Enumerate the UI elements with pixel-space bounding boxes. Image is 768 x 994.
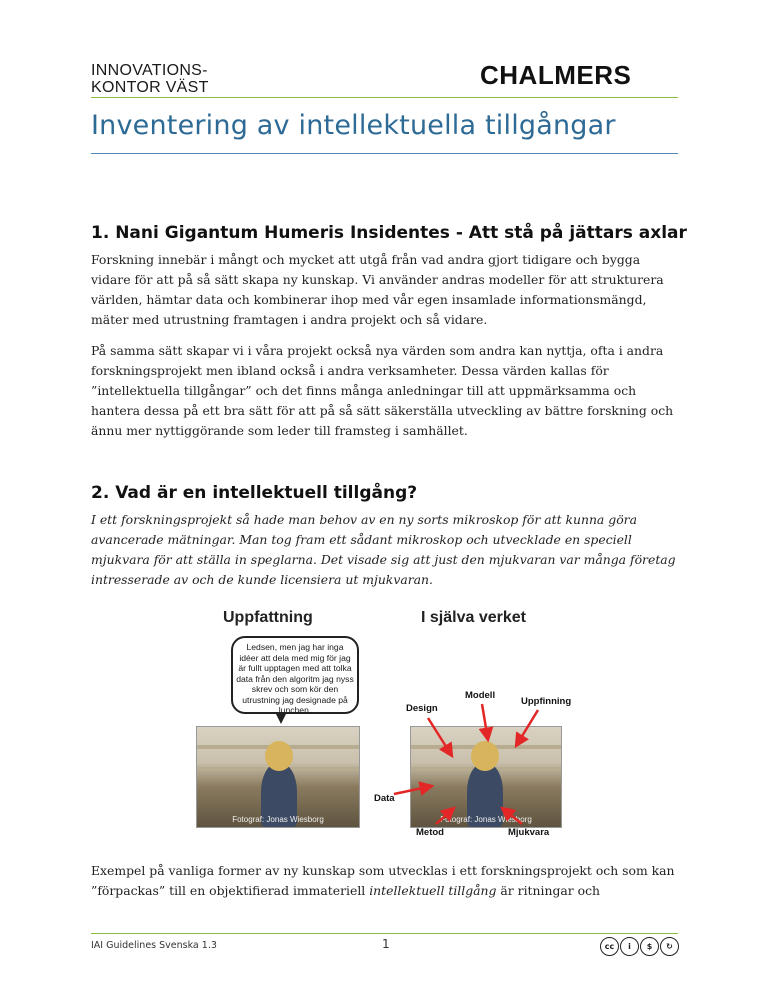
header-divider bbox=[91, 97, 678, 98]
chalmers-logo: CHALMERS bbox=[480, 60, 632, 90]
arrow-data bbox=[394, 786, 432, 794]
speech-bubble: Ledsen, men jag har inga idéer att dela med mig för jag är fullt upptagen med att tolka data från den algoritm jag nyss skrev och som kör den utrustning jag designade på lunchen. bbox=[231, 636, 359, 714]
by-icon: i bbox=[620, 937, 639, 956]
creative-commons-badge bbox=[600, 937, 679, 956]
document-title: Inventering av intellektuella tillgångar bbox=[91, 110, 616, 141]
title-divider bbox=[91, 153, 678, 154]
footer-document-id: IAI Guidelines Svenska 1.3 bbox=[91, 940, 217, 951]
section-1-paragraph-2: På samma sätt skapar vi i våra projekt också nya värden som andra kan nyttja, ofta i andra forskningsprojekt men ibland också i andra verksamheter. Dessa värden kallas för ”intellektuella tillgångar” och det finns många anledningar till att uppmärksamma och hantera dessa på ett bra sätt för att på så sätt säkerställa utveckling av bättre forskning och ännu mer nyttiggörande som leder till framsteg i samhället. bbox=[91, 343, 674, 438]
photo-credit-left: Fotograf: Jonas Wiesborg bbox=[232, 815, 324, 824]
logo-line-2: KONTOR VÄST bbox=[91, 79, 209, 96]
label-data: Data bbox=[374, 793, 395, 804]
figure-heading-reality: I själva verket bbox=[421, 609, 526, 626]
figure-heading-perception: Uppfattning bbox=[223, 609, 313, 626]
arrow-design bbox=[428, 718, 452, 756]
page-number: 1 bbox=[382, 937, 390, 951]
logo-line-1: INNOVATIONS- bbox=[91, 62, 208, 79]
closing-text-2: är ritningar och bbox=[496, 883, 601, 898]
arrow-metod bbox=[436, 808, 454, 824]
section-2-example bbox=[91, 510, 676, 590]
label-mjukvara: Mjukvara bbox=[508, 827, 550, 838]
section-2-heading: 2. Vad är en intellektuell tillgång? bbox=[91, 483, 418, 503]
researcher-photo-left bbox=[196, 726, 360, 828]
section-1-paragraph-1: Forskning innebär i mångt och mycket att utgå från vad andra gjort tidigare och bygga vidare för att på så sätt skapa ny kunskap. Vi använder andras modeller för att strukturera världen, hämtar data och kombinerar ihop med vår egen insamlade informationsmängd, mäter med utrustning framtagen i andra projekt och så vidare. bbox=[91, 252, 664, 327]
label-metod: Metod bbox=[416, 827, 444, 838]
cc-icon: cc bbox=[600, 937, 619, 956]
footer-divider bbox=[91, 933, 678, 934]
nc-icon: $ bbox=[640, 937, 659, 956]
annotation-arrows bbox=[370, 690, 570, 840]
label-design: Design bbox=[406, 703, 438, 714]
arrow-uppfinning bbox=[516, 710, 538, 746]
label-modell: Modell bbox=[465, 690, 496, 701]
photo-credit-right: Fotograf: Jonas Wiesborg bbox=[440, 815, 532, 824]
arrow-mjukvara bbox=[502, 808, 522, 824]
closing-paragraph bbox=[91, 861, 676, 901]
section-1-heading: 1. Nani Gigantum Humeris Insidentes - Att stå på jättars axlar bbox=[91, 223, 687, 243]
sa-icon: ↻ bbox=[660, 937, 679, 956]
label-uppfinning: Uppfinning bbox=[521, 696, 572, 707]
example-text: I ett forskningsprojekt så hade man behov av en ny sorts mikroskop för att kunna göra avancerade mätningar. Man tog fram ett sådant mikroskop och utvecklade en speciell mjukvara för att ställa in speglarna. Det visade sig att just den mjukvaran var många företag intresserade av och de kunde licensiera ut mjukvaran. bbox=[91, 512, 676, 587]
arrow-modell bbox=[482, 704, 488, 740]
closing-text-1: Exempel på vanliga former av ny kunskap som utvecklas i ett forskningsprojekt och som kan ”förpackas” till en objektifierad immateriell bbox=[91, 863, 675, 898]
speech-bubble-tail bbox=[275, 712, 287, 724]
innovationskontor-logo bbox=[91, 62, 209, 96]
closing-text-italic: intellektuell tillgång bbox=[369, 883, 497, 898]
